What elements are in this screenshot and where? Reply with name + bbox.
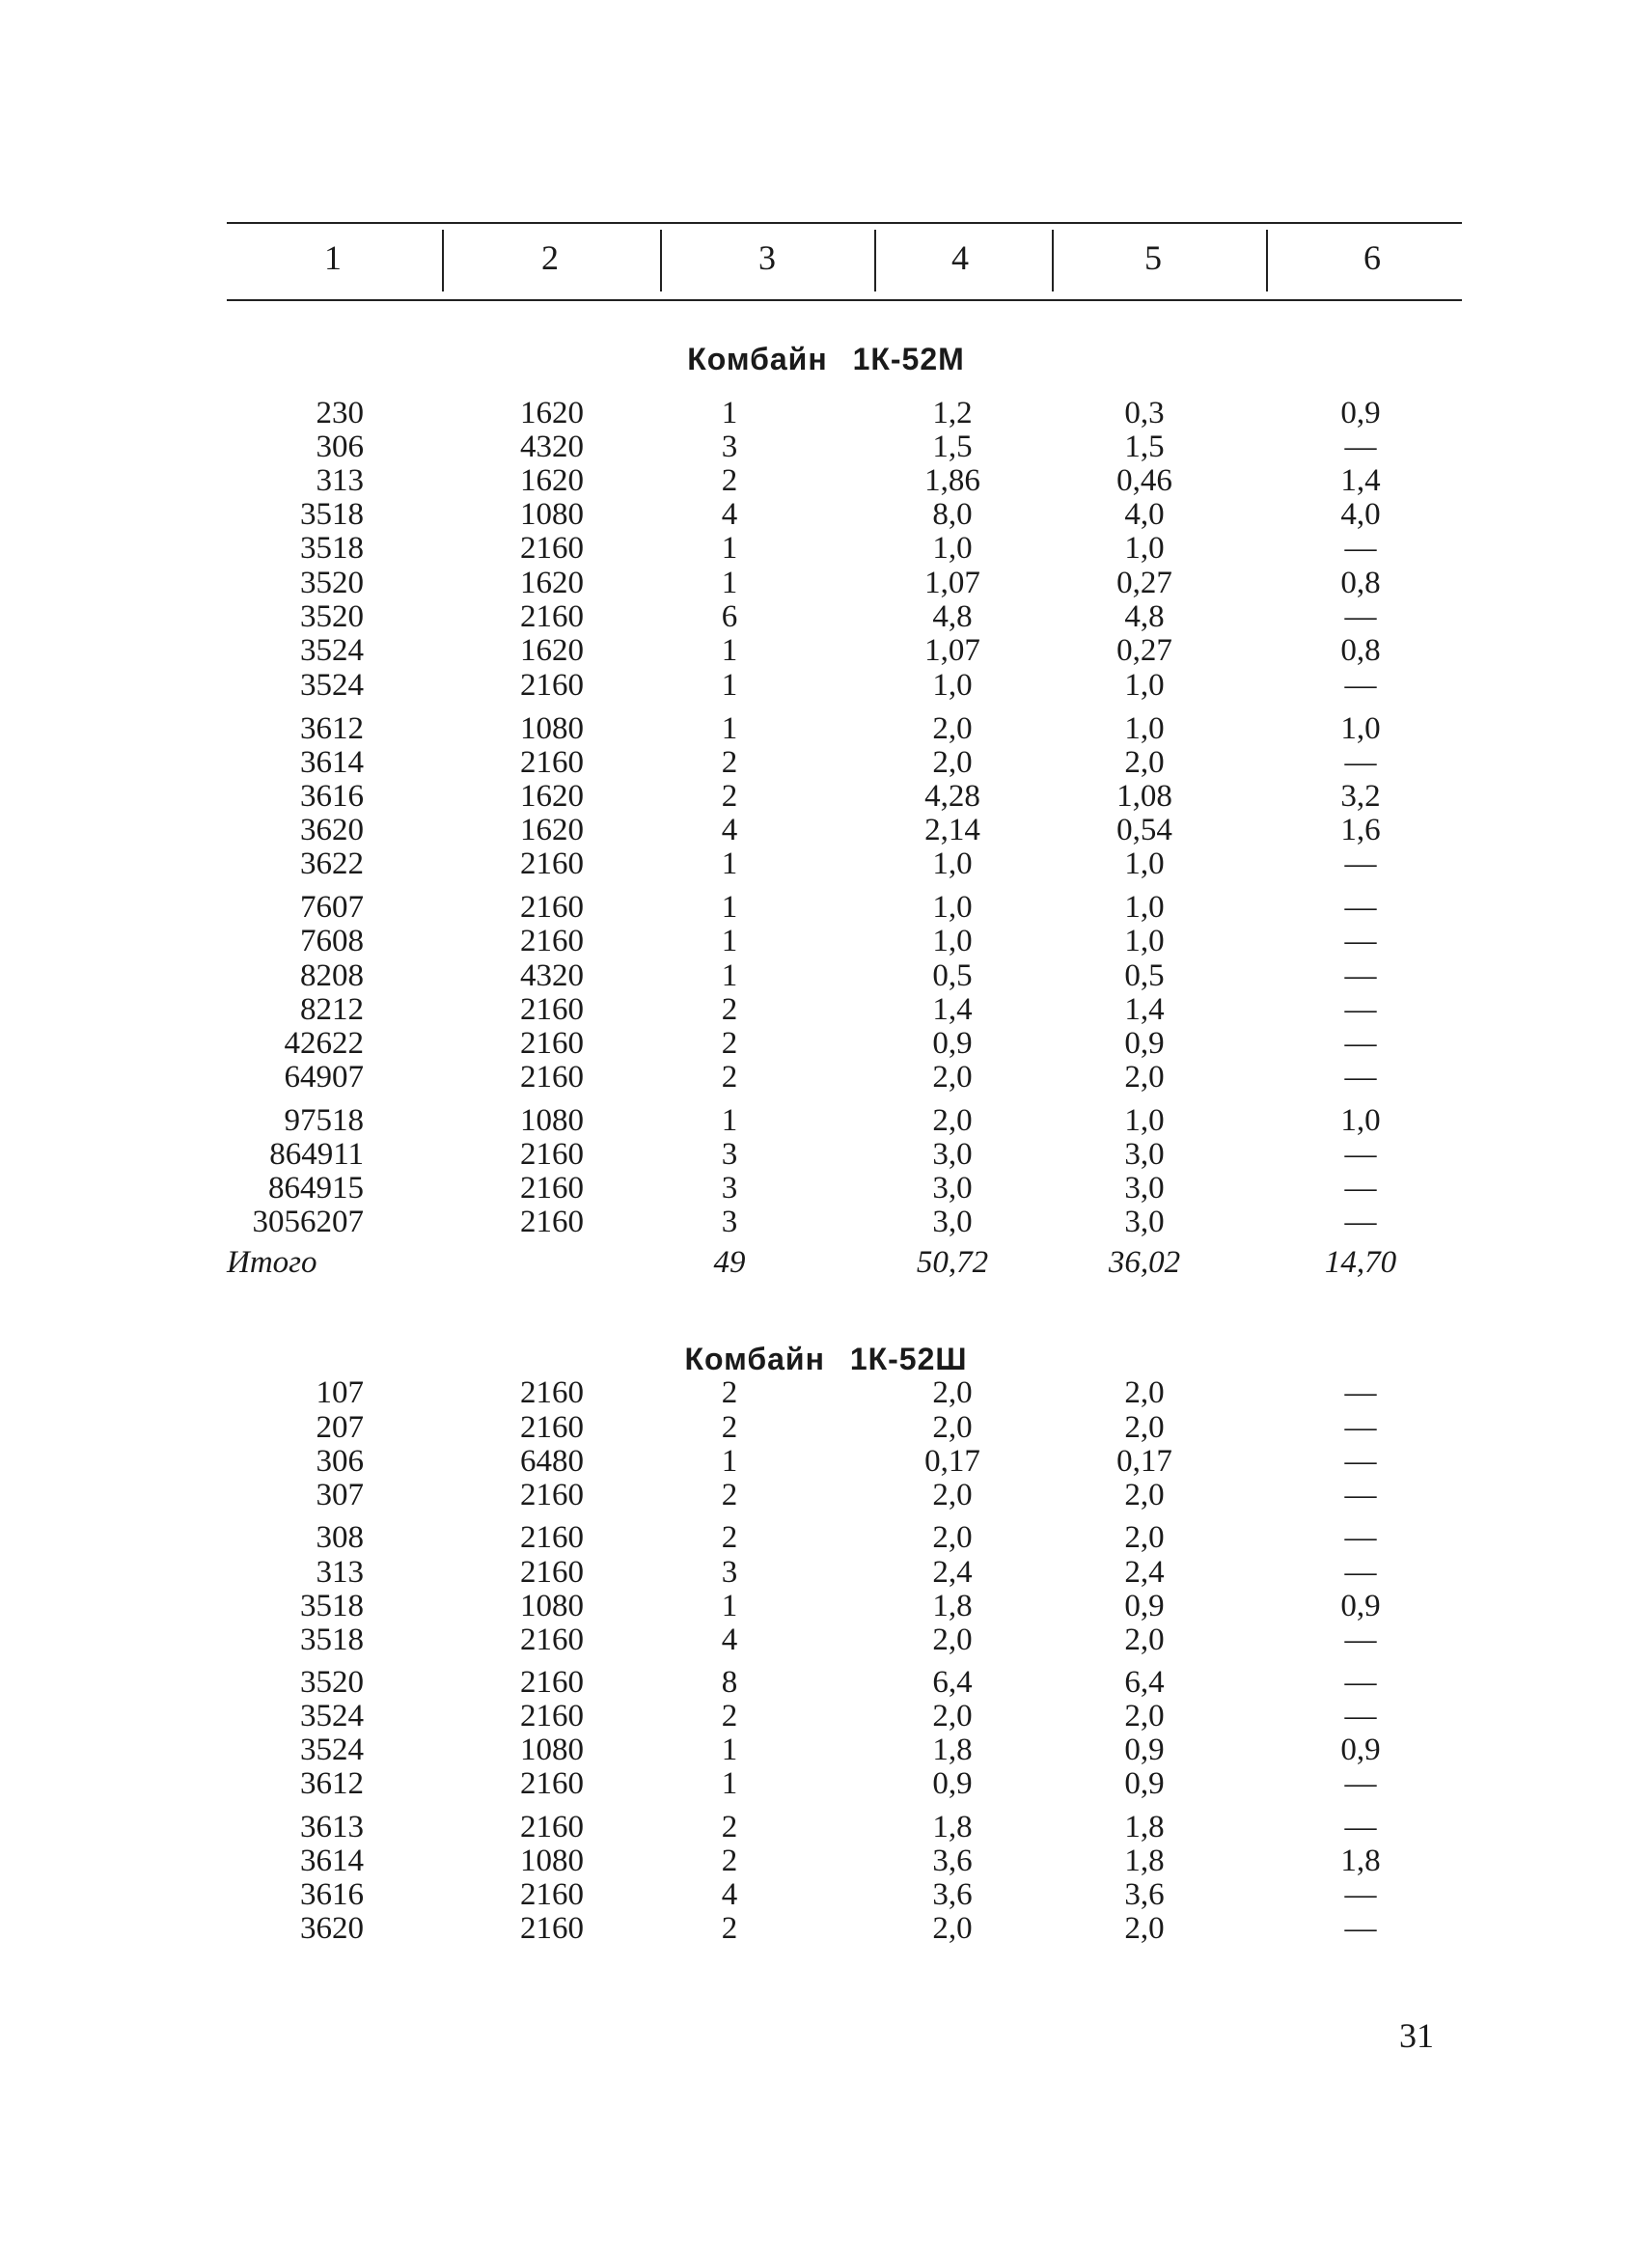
cell-col-6: — (1344, 924, 1377, 958)
cell-col-4: 2,14 (924, 813, 980, 847)
cell-col-3: 1 (721, 958, 738, 993)
cell-col-3: 1 (721, 668, 738, 703)
cell-col-6: 0,9 (1340, 1733, 1381, 1767)
column-separator (1266, 230, 1268, 291)
cell-col-3: 3 (721, 1555, 738, 1590)
cell-col-3: 1 (721, 711, 738, 746)
cell-col-4: 8,0 (932, 497, 973, 532)
cell-col-5: 3,0 (1124, 1137, 1165, 1172)
cell-col-5: 2,0 (1124, 1478, 1165, 1512)
cell-col-3: 1 (721, 633, 738, 668)
cell-col-5: 1,5 (1124, 430, 1165, 464)
cell-col-6: — (1344, 958, 1377, 993)
cell-col-6: — (1344, 1665, 1377, 1700)
cell-col-2: 2160 (520, 890, 584, 925)
cell-col-6: 0,8 (1340, 566, 1381, 600)
cell-col-3: 2 (721, 779, 738, 814)
cell-col-2: 2160 (520, 1375, 584, 1410)
cell-col-3: 2 (721, 1060, 738, 1095)
cell-col-4: 1,0 (932, 924, 973, 958)
cell-col-5: 2,0 (1124, 1622, 1165, 1657)
cell-col-6: 1,0 (1340, 711, 1381, 746)
cell-col-2: 2160 (520, 1555, 584, 1590)
cell-col-6: — (1344, 1555, 1377, 1590)
cell-col-6: — (1344, 992, 1377, 1027)
cell-col-1: 3614 (300, 1844, 364, 1878)
cell-col-6: — (1344, 1520, 1377, 1555)
cell-col-1: 307 (316, 1478, 364, 1512)
cell-col-6: — (1344, 1060, 1377, 1095)
cell-col-1: 3520 (300, 566, 364, 600)
cell-col-2: 2160 (520, 745, 584, 780)
cell-col-4: 1,07 (924, 633, 980, 668)
cell-col-5: 1,08 (1116, 779, 1172, 814)
cell-col-2: 4320 (520, 430, 584, 464)
cell-col-1: 864915 (268, 1171, 364, 1206)
cell-col-6: — (1344, 1766, 1377, 1801)
cell-col-1: 3518 (300, 497, 364, 532)
cell-col-3: 1 (721, 924, 738, 958)
cell-col-3: 6 (721, 599, 738, 634)
cell-col-1: 3622 (300, 846, 364, 881)
cell-col-1: 3056207 (252, 1205, 364, 1239)
cell-col-5: 2,0 (1124, 1911, 1165, 1946)
cell-col-3: 1 (721, 846, 738, 881)
cell-col-5: 0,17 (1116, 1444, 1172, 1479)
cell-col-2: 1080 (520, 497, 584, 532)
cell-col-2: 2160 (520, 1911, 584, 1946)
cell-col-4: 4,28 (924, 779, 980, 814)
cell-col-6: — (1344, 430, 1377, 464)
column-separator (1052, 230, 1054, 291)
cell-col-6: — (1344, 1171, 1377, 1206)
column-header-5: 5 (1144, 238, 1162, 277)
cell-col-4: 2,0 (932, 1478, 973, 1512)
cell-col-4: 0,9 (932, 1026, 973, 1061)
cell-col-4: 2,0 (932, 711, 973, 746)
cell-col-4: 2,0 (932, 1622, 973, 1657)
cell-col-2: 6480 (520, 1444, 584, 1479)
cell-col-2: 2160 (520, 1877, 584, 1912)
cell-col-1: 3524 (300, 1733, 364, 1767)
cell-col-6: — (1344, 1478, 1377, 1512)
cell-col-1: 230 (316, 396, 364, 430)
cell-col-6: — (1344, 1699, 1377, 1733)
cell-col-5: 0,5 (1124, 958, 1165, 993)
cell-col-6: 1,6 (1340, 813, 1381, 847)
cell-col-4: 6,4 (932, 1665, 973, 1700)
cell-col-6: — (1344, 1205, 1377, 1239)
column-separator (660, 230, 662, 291)
cell-col-2: 2160 (520, 1699, 584, 1733)
cell-col-5: 1,8 (1124, 1844, 1165, 1878)
cell-col-4: 0,9 (932, 1766, 973, 1801)
cell-col-5: 0,9 (1124, 1026, 1165, 1061)
cell-col-2: 1620 (520, 779, 584, 814)
cell-col-1: 864911 (269, 1137, 364, 1172)
cell-col-1: 8212 (300, 992, 364, 1027)
cell-col-2: 2160 (520, 1810, 584, 1844)
column-header-3: 3 (758, 238, 776, 277)
cell-col-2: 2160 (520, 846, 584, 881)
column-separator (874, 230, 876, 291)
cell-col-6: — (1344, 1137, 1377, 1172)
cell-col-1: 3520 (300, 599, 364, 634)
cell-col-3: 1 (721, 1766, 738, 1801)
cell-col-1: 3518 (300, 1622, 364, 1657)
cell-col-4: 2,0 (932, 1375, 973, 1410)
cell-col-2: 1620 (520, 633, 584, 668)
cell-col-4: 1,07 (924, 566, 980, 600)
cell-col-2: 2160 (520, 1766, 584, 1801)
section-title: Комбайн 1К-52Ш (684, 1342, 968, 1376)
cell-col-1: 3524 (300, 633, 364, 668)
cell-col-2: 2160 (520, 1665, 584, 1700)
cell-col-2: 2160 (520, 1171, 584, 1206)
cell-col-2: 2160 (520, 1410, 584, 1445)
cell-col-5: 0,9 (1124, 1589, 1165, 1623)
cell-col-5: 1,0 (1124, 531, 1165, 566)
cell-col-3: 2 (721, 463, 738, 498)
cell-col-6: 0,8 (1340, 633, 1381, 668)
cell-col-3: 1 (721, 1733, 738, 1767)
cell-col-3: 2 (721, 1911, 738, 1946)
section-title: Комбайн 1К-52М (687, 342, 965, 376)
cell-col-1: 8208 (300, 958, 364, 993)
cell-col-4: 0,5 (932, 958, 973, 993)
column-header-2: 2 (541, 238, 559, 277)
cell-col-6: — (1344, 668, 1377, 703)
cell-col-3: 3 (721, 1205, 738, 1239)
cell-col-6: — (1344, 745, 1377, 780)
cell-col-5: 1,0 (1124, 924, 1165, 958)
cell-col-4: 2,0 (932, 1911, 973, 1946)
cell-col-4: 1,8 (932, 1589, 973, 1623)
cell-col-6: — (1344, 1810, 1377, 1844)
cell-col-2: 2160 (520, 599, 584, 634)
cell-col-4: 2,0 (932, 1699, 973, 1733)
cell-col-1: 3518 (300, 1589, 364, 1623)
cell-col-5: 0,27 (1116, 566, 1172, 600)
cell-col-6: — (1344, 1911, 1377, 1946)
cell-col-4: 3,0 (932, 1171, 973, 1206)
cell-col-6: — (1344, 1622, 1377, 1657)
cell-col-3: 3 (721, 1137, 738, 1172)
column-header-4: 4 (951, 238, 969, 277)
cell-col-2: 1080 (520, 1103, 584, 1138)
cell-col-4: 2,0 (932, 1060, 973, 1095)
cell-col-1: 3614 (300, 745, 364, 780)
cell-col-5: 4,8 (1124, 599, 1165, 634)
cell-col-6: 4,0 (1340, 497, 1381, 532)
cell-col-6: — (1344, 1877, 1377, 1912)
cell-col-2: 2160 (520, 668, 584, 703)
cell-col-5: 4,0 (1124, 497, 1165, 532)
cell-col-4: 3,6 (932, 1844, 973, 1878)
cell-col-3: 1 (721, 1589, 738, 1623)
cell-col-1: 3613 (300, 1810, 364, 1844)
cell-col-4: 3,0 (932, 1205, 973, 1239)
cell-col-4: 1,5 (932, 430, 973, 464)
cell-col-4: 2,4 (932, 1555, 973, 1590)
cell-col-5: 3,0 (1124, 1171, 1165, 1206)
cell-col-3: 2 (721, 1810, 738, 1844)
cell-col-3: 3 (721, 430, 738, 464)
cell-col-5: 2,4 (1124, 1555, 1165, 1590)
cell-col-4: 1,0 (932, 531, 973, 566)
cell-col-5: 1,0 (1124, 846, 1165, 881)
cell-col-3: 4 (721, 1622, 738, 1657)
cell-col-5: 1,0 (1124, 711, 1165, 746)
cell-col-3: 2 (721, 1026, 738, 1061)
cell-col-1: 3620 (300, 1911, 364, 1946)
cell-col-4: 3,6 (932, 1877, 973, 1912)
cell-col-4: 1,8 (932, 1733, 973, 1767)
cell-col-1: 3616 (300, 779, 364, 814)
cell-col-2: 1080 (520, 1733, 584, 1767)
cell-col-1: 3616 (300, 1877, 364, 1912)
cell-col-3: 4 (721, 813, 738, 847)
cell-col-3: 1 (721, 890, 738, 925)
total-col-4: 50,72 (916, 1245, 989, 1280)
cell-col-3: 8 (721, 1665, 738, 1700)
cell-col-1: 313 (316, 1555, 364, 1590)
cell-col-3: 2 (721, 1375, 738, 1410)
cell-col-6: — (1344, 846, 1377, 881)
cell-col-5: 0,3 (1124, 396, 1165, 430)
cell-col-6: — (1344, 890, 1377, 925)
cell-col-3: 3 (721, 1171, 738, 1206)
cell-col-1: 306 (316, 1444, 364, 1479)
cell-col-3: 4 (721, 497, 738, 532)
cell-col-5: 3,6 (1124, 1877, 1165, 1912)
cell-col-6: 1,4 (1340, 463, 1381, 498)
cell-col-4: 1,0 (932, 890, 973, 925)
cell-col-4: 2,0 (932, 1410, 973, 1445)
cell-col-2: 1620 (520, 463, 584, 498)
cell-col-6: — (1344, 1410, 1377, 1445)
cell-col-6: 1,8 (1340, 1844, 1381, 1878)
cell-col-3: 2 (721, 1520, 738, 1555)
cell-col-1: 7608 (300, 924, 364, 958)
cell-col-2: 1620 (520, 813, 584, 847)
cell-col-6: 0,9 (1340, 396, 1381, 430)
cell-col-5: 6,4 (1124, 1665, 1165, 1700)
cell-col-1: 42622 (284, 1026, 364, 1061)
cell-col-5: 0,9 (1124, 1733, 1165, 1767)
cell-col-5: 3,0 (1124, 1205, 1165, 1239)
cell-col-1: 306 (316, 430, 364, 464)
cell-col-2: 4320 (520, 958, 584, 993)
cell-col-1: 3612 (300, 1766, 364, 1801)
cell-col-4: 2,0 (932, 745, 973, 780)
header-bottom-rule (227, 299, 1462, 301)
cell-col-1: 3518 (300, 531, 364, 566)
cell-col-5: 0,54 (1116, 813, 1172, 847)
cell-col-2: 2160 (520, 924, 584, 958)
cell-col-6: 1,0 (1340, 1103, 1381, 1138)
cell-col-6: — (1344, 1375, 1377, 1410)
cell-col-2: 2160 (520, 1622, 584, 1657)
column-header-1: 1 (324, 238, 342, 277)
cell-col-1: 97518 (284, 1103, 364, 1138)
cell-col-5: 0,9 (1124, 1766, 1165, 1801)
cell-col-2: 2160 (520, 1137, 584, 1172)
cell-col-4: 4,8 (932, 599, 973, 634)
cell-col-1: 3520 (300, 1665, 364, 1700)
cell-col-6: — (1344, 531, 1377, 566)
cell-col-3: 1 (721, 531, 738, 566)
cell-col-2: 2160 (520, 1060, 584, 1095)
cell-col-5: 2,0 (1124, 1520, 1165, 1555)
cell-col-1: 313 (316, 463, 364, 498)
cell-col-6: — (1344, 599, 1377, 634)
cell-col-2: 2160 (520, 1205, 584, 1239)
column-header-6: 6 (1363, 238, 1381, 277)
cell-col-2: 1080 (520, 1844, 584, 1878)
cell-col-6: — (1344, 1026, 1377, 1061)
cell-col-2: 2160 (520, 531, 584, 566)
cell-col-3: 1 (721, 1444, 738, 1479)
cell-col-6: 0,9 (1340, 1589, 1381, 1623)
cell-col-5: 1,0 (1124, 890, 1165, 925)
cell-col-3: 1 (721, 396, 738, 430)
cell-col-3: 1 (721, 1103, 738, 1138)
cell-col-1: 107 (316, 1375, 364, 1410)
cell-col-5: 2,0 (1124, 1410, 1165, 1445)
total-col-6: 14,70 (1324, 1245, 1397, 1280)
cell-col-4: 1,4 (932, 992, 973, 1027)
cell-col-5: 0,46 (1116, 463, 1172, 498)
total-col-5: 36,02 (1108, 1245, 1181, 1280)
cell-col-5: 1,0 (1124, 1103, 1165, 1138)
cell-col-5: 2,0 (1124, 745, 1165, 780)
cell-col-3: 2 (721, 1699, 738, 1733)
cell-col-4: 1,0 (932, 668, 973, 703)
cell-col-3: 2 (721, 992, 738, 1027)
cell-col-5: 1,8 (1124, 1810, 1165, 1844)
cell-col-6: 3,2 (1340, 779, 1381, 814)
cell-col-3: 1 (721, 566, 738, 600)
cell-col-2: 1080 (520, 1589, 584, 1623)
cell-col-3: 2 (721, 1410, 738, 1445)
cell-col-2: 2160 (520, 1478, 584, 1512)
cell-col-1: 3620 (300, 813, 364, 847)
cell-col-4: 0,17 (924, 1444, 980, 1479)
cell-col-2: 1620 (520, 396, 584, 430)
cell-col-4: 2,0 (932, 1520, 973, 1555)
cell-col-5: 2,0 (1124, 1060, 1165, 1095)
cell-col-4: 2,0 (932, 1103, 973, 1138)
total-label: Итого (227, 1245, 317, 1280)
header-top-rule (227, 222, 1462, 224)
cell-col-2: 2160 (520, 1520, 584, 1555)
cell-col-1: 7607 (300, 890, 364, 925)
cell-col-3: 2 (721, 745, 738, 780)
cell-col-3: 4 (721, 1877, 738, 1912)
cell-col-3: 2 (721, 1844, 738, 1878)
column-separator (442, 230, 444, 291)
cell-col-2: 2160 (520, 1026, 584, 1061)
cell-col-5: 1,4 (1124, 992, 1165, 1027)
cell-col-2: 1080 (520, 711, 584, 746)
cell-col-2: 1620 (520, 566, 584, 600)
cell-col-5: 2,0 (1124, 1699, 1165, 1733)
cell-col-1: 308 (316, 1520, 364, 1555)
cell-col-5: 0,27 (1116, 633, 1172, 668)
cell-col-4: 3,0 (932, 1137, 973, 1172)
cell-col-3: 2 (721, 1478, 738, 1512)
cell-col-1: 64907 (284, 1060, 364, 1095)
cell-col-5: 1,0 (1124, 668, 1165, 703)
cell-col-4: 1,2 (932, 396, 973, 430)
cell-col-1: 3524 (300, 1699, 364, 1733)
cell-col-1: 207 (316, 1410, 364, 1445)
cell-col-5: 2,0 (1124, 1375, 1165, 1410)
cell-col-4: 1,0 (932, 846, 973, 881)
cell-col-4: 1,86 (924, 463, 980, 498)
cell-col-4: 1,8 (932, 1810, 973, 1844)
total-col-3: 49 (713, 1245, 746, 1280)
page-number: 31 (1399, 2016, 1434, 2055)
cell-col-1: 3612 (300, 711, 364, 746)
cell-col-2: 2160 (520, 992, 584, 1027)
cell-col-1: 3524 (300, 668, 364, 703)
cell-col-6: — (1344, 1444, 1377, 1479)
